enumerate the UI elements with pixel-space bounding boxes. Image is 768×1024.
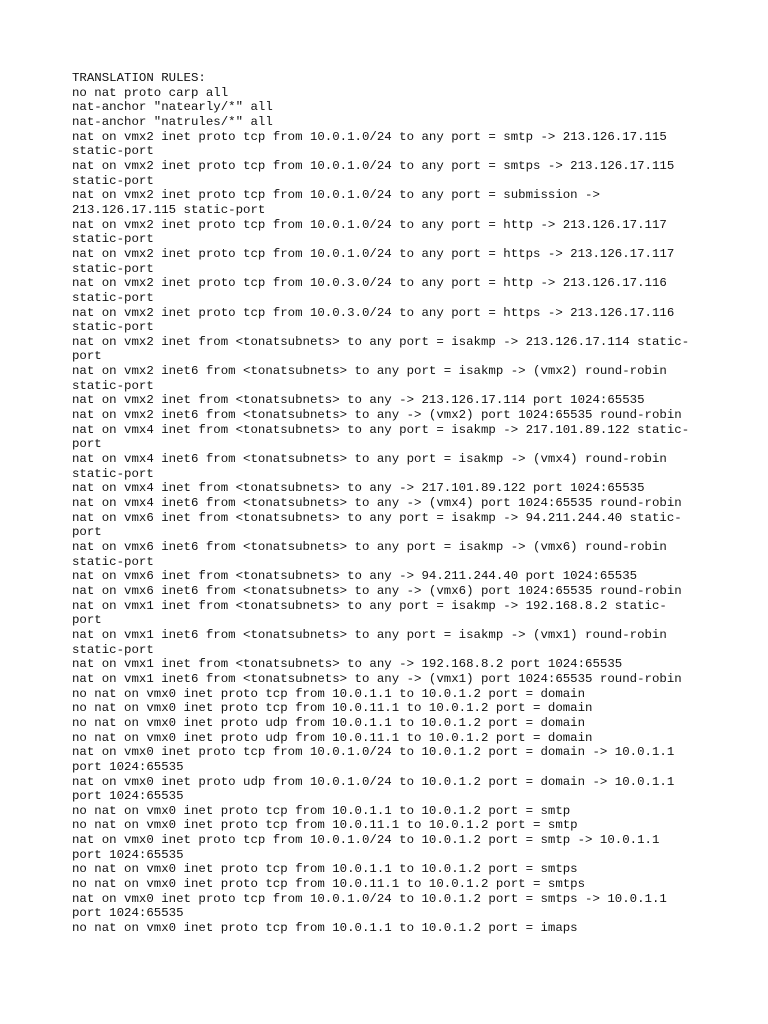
rule-line: nat-anchor "natearly/*" all [72,100,273,115]
rule-line: no nat on vmx0 inet proto tcp from 10.0.11.1 to 10.0.1.2 port = smtp [72,818,578,833]
rule-line: port 1024:65535 [72,789,184,804]
rule-line: port [72,437,102,452]
rule-line: nat on vmx2 inet6 from <tonatsubnets> to any port = isakmp -> (vmx2) round-robin [72,364,667,379]
rule-line: nat on vmx2 inet proto tcp from 10.0.1.0/24 to any port = http -> 213.126.17.117 [72,217,667,232]
rule-line: nat on vmx6 inet6 from <tonatsubnets> to any port = isakmp -> (vmx6) round-robin [72,540,667,554]
rule-line: nat on vmx1 inet6 from <tonatsubnets> to any port = isakmp -> (vmx1) round-robin [72,627,667,642]
rule-line: no nat on vmx0 inet proto tcp from 10.0.1.1 to 10.0.1.2 port = smtp [72,803,571,818]
rule-line: port 1024:65535 [72,847,184,862]
rule-line: nat on vmx1 inet from <tonatsubnets> to any port = isakmp -> 192.168.8.2 static- [72,598,667,613]
rule-line: no nat on vmx0 inet proto tcp from 10.0.1.1 to 10.0.1.2 port = domain [72,686,586,701]
rule-line: nat on vmx2 inet proto tcp from 10.0.3.0/24 to any port = https -> 213.126.17.116 [72,305,675,320]
rule-line: no nat proto carp all [72,85,229,100]
rule-line: nat on vmx4 inet from <tonatsubnets> to any -> 217.101.89.122 port 1024:65535 [72,481,645,496]
rule-line: static-port [72,642,154,657]
rule-line: nat on vmx2 inet proto tcp from 10.0.1.0/24 to any port = smtp -> 213.126.17.115 [72,129,667,144]
rule-line: no nat on vmx0 inet proto udp from 10.0.11.1 to 10.0.1.2 port = domain [72,730,593,745]
rule-line: nat on vmx0 inet proto tcp from 10.0.1.0/24 to 10.0.1.2 port = smtp -> 10.0.1.1 [72,833,660,848]
rule-line: no nat on vmx0 inet proto tcp from 10.0.11.1 to 10.0.1.2 port = domain [72,701,593,716]
rule-line: nat on vmx6 inet from <tonatsubnets> to any port = isakmp -> 94.211.244.40 static- [72,510,682,525]
rule-line: no nat on vmx0 inet proto tcp from 10.0.1.1 to 10.0.1.2 port = imaps [72,921,578,936]
rule-line: nat on vmx2 inet6 from <tonatsubnets> to any -> (vmx2) port 1024:65535 round-robin [72,408,682,423]
rule-line: nat on vmx6 inet from <tonatsubnets> to any -> 94.211.244.40 port 1024:65535 [72,569,638,584]
rule-line: port [72,349,102,364]
rule-line: port [72,525,102,540]
rule-line: nat on vmx2 inet proto tcp from 10.0.1.0/24 to any port = https -> 213.126.17.117 [72,246,675,261]
rule-line: static-port [72,320,154,335]
document-body [72,71,748,936]
rule-line: no nat on vmx0 inet proto udp from 10.0.1.1 to 10.0.1.2 port = domain [72,715,586,730]
rule-line: nat on vmx0 inet proto tcp from 10.0.1.0/24 to 10.0.1.2 port = domain -> 10.0.1.1 [72,745,675,760]
rule-line: port [72,613,102,628]
rule-line: nat on vmx6 inet6 from <tonatsubnets> to any -> (vmx6) port 1024:65535 round-robin [72,583,682,598]
rule-line: static-port [72,378,154,393]
rule-line: nat on vmx2 inet proto tcp from 10.0.1.0/24 to any port = submission -> [72,188,600,203]
rule-line: no nat on vmx0 inet proto tcp from 10.0.1.1 to 10.0.1.2 port = smtps [72,862,578,877]
rule-line: nat on vmx1 inet6 from <tonatsubnets> to any -> (vmx1) port 1024:65535 round-robin [72,671,682,686]
rule-line: nat on vmx2 inet proto tcp from 10.0.3.0/24 to any port = http -> 213.126.17.116 [72,276,667,291]
rule-line: static-port [72,144,154,159]
rule-line: nat on vmx2 inet from <tonatsubnets> to any port = isakmp -> 213.126.17.114 static- [72,334,690,349]
rule-line: nat on vmx2 inet from <tonatsubnets> to any -> 213.126.17.114 port 1024:65535 [72,393,645,408]
section-heading: TRANSLATION RULES: [72,71,206,85]
rule-line: static-port [72,232,154,247]
rule-line: static-port [72,173,154,188]
rule-line: nat on vmx0 inet proto tcp from 10.0.1.0/24 to 10.0.1.2 port = smtps -> 10.0.1.1 [72,891,667,906]
rule-line: 213.126.17.115 static-port [72,202,266,217]
rule-line: nat on vmx4 inet6 from <tonatsubnets> to any -> (vmx4) port 1024:65535 round-robin [72,496,682,511]
rule-line: nat on vmx4 inet from <tonatsubnets> to any port = isakmp -> 217.101.89.122 static- [72,422,690,437]
rule-line: static-port [72,554,154,569]
rule-line: static-port [72,261,154,276]
rule-line: nat on vmx2 inet proto tcp from 10.0.1.0/24 to any port = smtps -> 213.126.17.115 [72,158,675,173]
rule-line: port 1024:65535 [72,759,184,774]
rule-line: static-port [72,290,154,305]
rule-line: nat-anchor "natrules/*" all [72,114,273,129]
rule-line: nat on vmx4 inet6 from <tonatsubnets> to any port = isakmp -> (vmx4) round-robin [72,452,667,467]
rule-line: nat on vmx1 inet from <tonatsubnets> to any -> 192.168.8.2 port 1024:65535 [72,657,623,672]
rule-line: static-port [72,466,154,481]
rule-line: no nat on vmx0 inet proto tcp from 10.0.11.1 to 10.0.1.2 port = smtps [72,877,586,892]
rule-line: nat on vmx0 inet proto udp from 10.0.1.0/24 to 10.0.1.2 port = domain -> 10.0.1.1 [72,774,675,789]
rule-line: port 1024:65535 [72,906,184,921]
